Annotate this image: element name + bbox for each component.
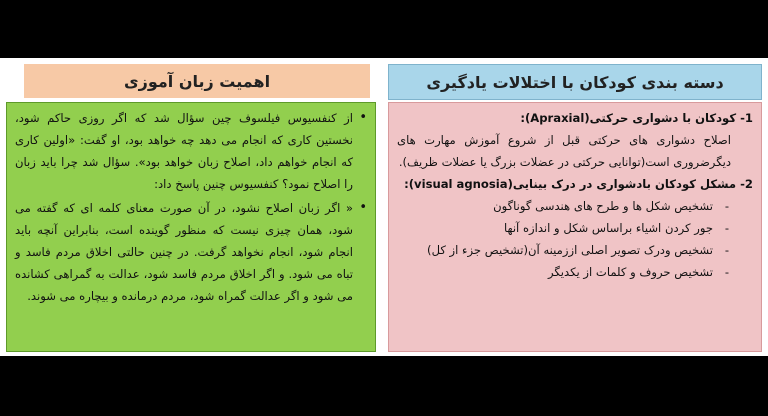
section1-text: اصلاح دشواری های حرکتی قبل از شروع آموزش مهارت های دیگرضروری است(توانایی حرکتی در عضلات بزرگ یا عضلات ظریف). [397,133,731,169]
list-item: - تشخیص ودرک تصویر اصلی اززمینه آن(تشخیص جزء از کل) [397,239,753,261]
list-item: - جور کردن اشیاء براساس شکل و اندازه آنها [397,217,753,239]
learning-disorders-panel [388,58,762,356]
list-item: - تشخیص حروف و کلمات از یکدیگر [397,261,753,283]
left-panel-title: اهمیت زبان آموزی [24,64,370,98]
right-panel-body [388,102,762,352]
section2-heading: 2- مشکل کودکان بادشواری در درک بینایی(visual agnosia): [404,177,753,191]
quote-paragraph-2: • « اگر زبان اصلاح نشود، در آن صورت معنای کلمه ای که گفته می شود، همان چیزی نیست که منظور گوینده است، بنابراین آنچه باید انجام شود، انجام نخواهد گرفت. در چنین حالتی اخلاق مردم فاسد و تباه می شود. و اگر اخلاق مردم فاسد شود، عدالت به گمراهی کشانده می شود و اگر عدالت گمراه شود، مردم درمانده و بیچاره می شوند. [15,197,367,307]
slide [0,58,768,356]
right-panel-title: دسته بندی کودکان با اختلالات یادگیری [388,64,762,100]
list-item: - تشخیص شکل ها و طرح های هندسی گوناگون [397,195,753,217]
language-learning-panel [6,58,376,356]
left-panel-body [6,102,376,352]
section1-heading: 1- کودکان با دشواری حرکتی(Apraxial): [520,111,753,125]
quote-paragraph-1: • از کنفسیوس فیلسوف چین سؤال شد که اگر روزی حاکم شود، نخستین کاری که انجام می دهد چه خواهد بود، او گفت: «اولین کاری که انجام خواهم داد، اصلاح زبان خواهد بود». سؤال شد چرا باید زبان را اصلاح نمود؟ کنفسیوس چنین پاسخ داد: [15,107,367,195]
